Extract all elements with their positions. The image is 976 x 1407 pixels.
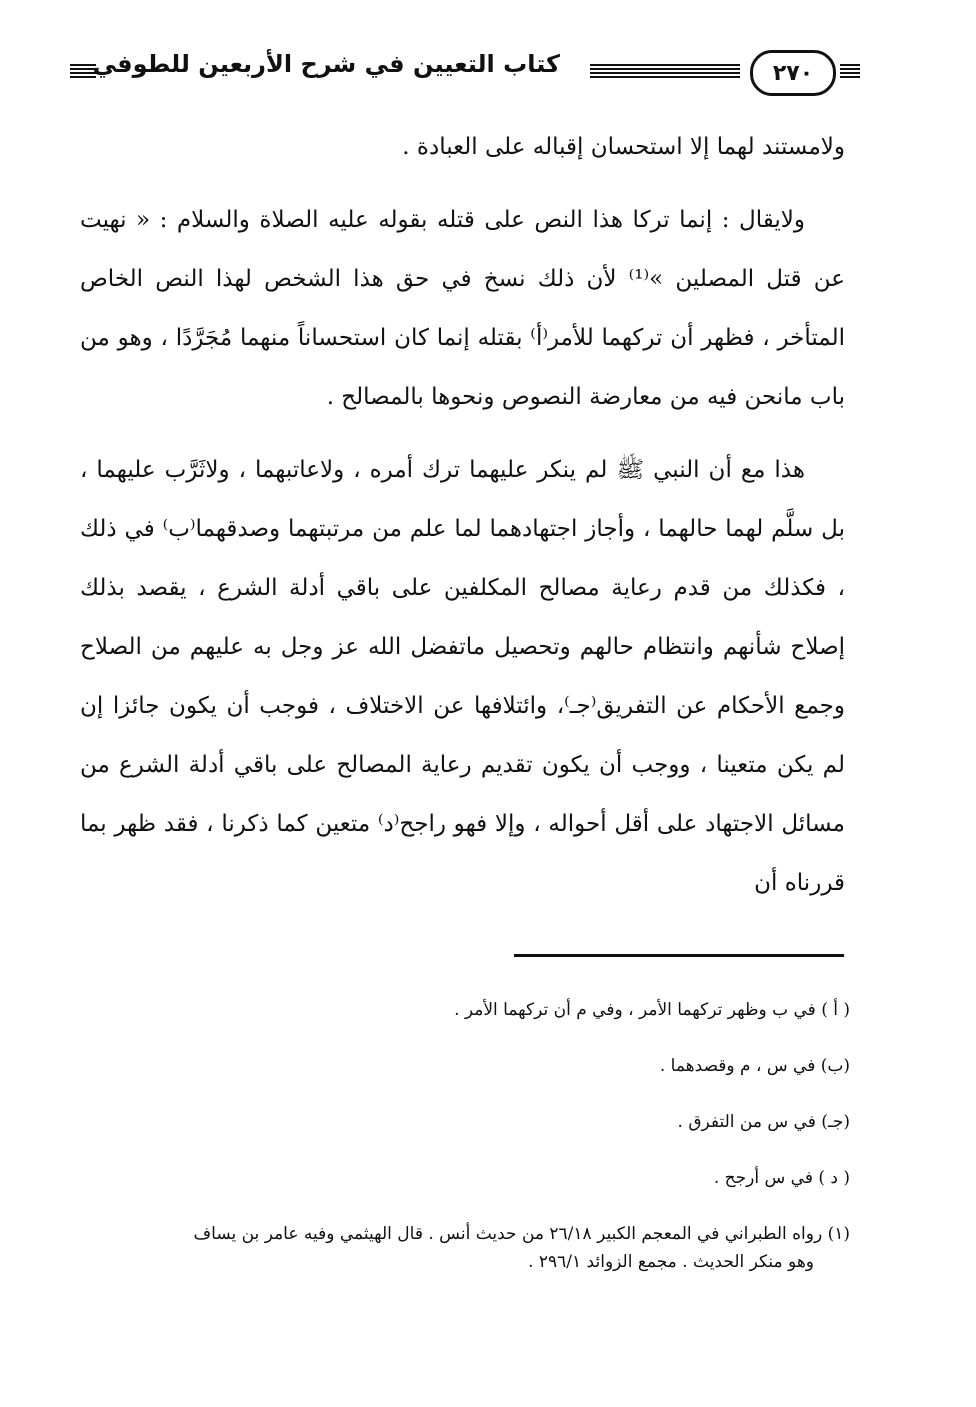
page-number: ٢٧٠ xyxy=(750,50,836,96)
footnote-c: (جـ) في س من التفرق . xyxy=(677,1112,850,1132)
paragraph-3: هذا مع أن النبي ﷺ لم ينكر عليهما ترك أمره ، ولاعاتبهما ، ولاثَرَّب عليهما ، بل سلَّم لهما حالهما ، وأجاز اجتهادهما لما علم من مرتبتهما وصدقهما⁽ب⁾ في ذلك ، فكذلك من قدم رعاية مصالح المكلفين على باقي أدلة الشرع ، يقصد بذلك إصلاح شأنهم وانتظام حالهم وتحصيل ماتفضل الله عز وجل به عليهم من الصلاح وجمع الأحكام عن التفريق⁽جـ⁾، وائتلافها عن الاختلاف ، فوجب أن يكون جائزا إن لم يكن متعينا ، ووجب أن يكون تقديم رعاية المصالح على باقي أدلة الشرع من مسائل الاجتهاد على أقل أحواله ، وإلا فهو راجح⁽د⁾ متعين كما ذكرنا ، فقد ظهر بما قررناه أن xyxy=(80,457,845,896)
footnote-a: ( أ ) في ب وظهر تركهما الأمر ، وفي م أن تركهما الأمر . xyxy=(454,1000,850,1020)
main-text xyxy=(80,118,845,913)
header-ornament-bar xyxy=(590,64,740,78)
book-title: كتاب التعيين في شرح الأربعين للطوفي xyxy=(92,50,560,78)
paragraph-2: ولايقال : إنما تركا هذا النص على قتله بقوله عليه الصلاة والسلام : « نهيت عن قتل المصلين »⁽¹⁾ لأن ذلك نسخ في حق هذا الشخص لهذا النص الخاص المتأخر ، فظهر أن تركهما للأمر⁽أ⁾ بقتله إنما كان استحساناً منهما مُجَرَّدًا ، وهو من باب مانحن فيه من معارضة النصوص ونحوها بالمصالح . xyxy=(80,207,845,410)
footnote-divider xyxy=(514,954,844,957)
paragraph-1: ولامستند لهما إلا استحسان إقباله على العبادة . xyxy=(402,134,845,160)
page-header xyxy=(60,44,860,104)
footnote-1-line-2: وهو منكر الحديث . مجمع الزوائد ٢٩٦/١ . xyxy=(528,1252,814,1272)
footnotes xyxy=(80,996,850,1304)
header-ornament-right xyxy=(840,64,860,78)
footnote-b: (ب) في س ، م وقصدهما . xyxy=(659,1056,850,1076)
footnote-d: ( د ) في س أرجح . xyxy=(713,1168,850,1188)
footnote-1-line-1: (١) رواه الطبراني في المعجم الكبير ٢٦/١٨ من حديث أنس . قال الهيثمي وفيه عامر بن يساف xyxy=(193,1224,850,1244)
